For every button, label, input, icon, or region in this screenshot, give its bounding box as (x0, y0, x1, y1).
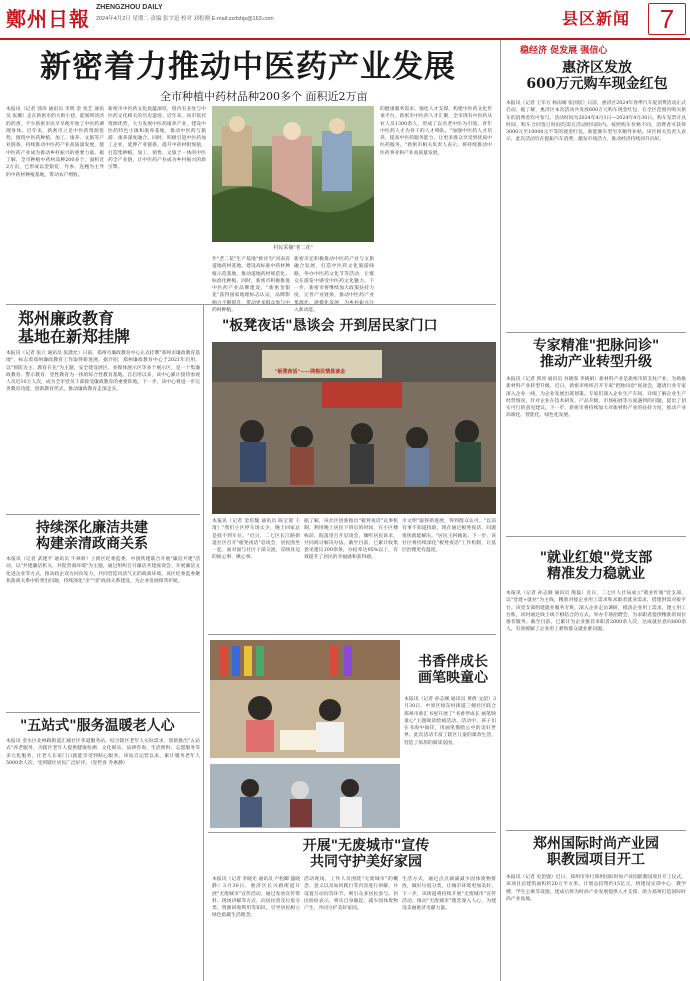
bandeng-column-1: 本报讯（记者 金培馥 通讯员 陈宝黛 王琦）"我们小区停车场太少，晚上回家总是找不到车位。"近日，二七区长江路街道社区召开"板凳夜话"恳谈会，居民围坐一起，面对面与社区干部交流，反映身边的烦心事、揪心事。 (212, 519, 300, 561)
lead-column-4: 新密市还积极推动中医药产业与文旅融合发展，打造中医药文化旅游线路，举办中医药文化节等活动，让群众在游览中感受中医药文化魅力。下一步，新密市将继续加大政策扶持力度，完善产业链条，推动中医药产业 入新动能。 (294, 257, 374, 314)
lead-photo (212, 106, 374, 242)
huiji-headline: 惠济区发放 600万元购车现金红包 (526, 60, 668, 93)
section-name: 县区新闻 (562, 9, 631, 28)
column-divider (500, 40, 501, 981)
bawen-body: 本报讯（记者 郭涛 通讯员 谷晓霏 李晓娟）新材料产业是新密市的支柱产业，为助推新材料产业转型升级，近日，新密市组织召开专家"把脉问诊"座谈会，邀请行业专家深入企业一线，为企业发展出谋划策。专家们深入企业生产车间，详细了解企业生产经营情况，针对企业在技术研发、产品升级、市场拓展等方面遇到的问题，提出了切实可行的意见建议。下一步，新密市将持续加大对新材料产业的扶持力度，推动产业高端化、智能化、绿色化发展。 (506, 377, 686, 419)
lianzheng-headline: 郑州廉政教育 基地在新郑挂牌 (18, 309, 131, 347)
huiji-body: 本报讯（记者 王军方 杨雨晴 张国宸）日前，惠济区2024年春季汽车促消费活动正式启动。据了解，惠济区本次活动共发放600万元购车现金红包，在全区范围内购买新车的消费者均可参与。活动时间为2024年4月1日—2024年4月30日。购车发票开具时间、购车合同签订时间均需在活动时间段内。按照购车价格不同，消费者可获得3000元至10000元不等的现金红包。新能源车型另享额外补贴。该区相关负责人表示，此次活动旨在提振汽车消费，激发市场活力，推动经济持续回升向好。 (506, 101, 686, 143)
section-divider (6, 514, 200, 515)
lead-subhead: 全市种植中药材品种200多个 面积近2万亩 (160, 90, 368, 103)
bawen-headline: 专家精准"把脉问诊" 推动产业转型升级 (532, 338, 660, 371)
shuxiang-photo (210, 640, 400, 758)
bandeng-headline: "板凳夜话"恳谈会 开到居民家门口 (222, 318, 438, 334)
wufei-column-3: 生活方式，通过点点滴滴减少固体废物排放，做好垃圾分类，让城市环境更加美好。下一步，该街道将持续开展"无废城市"宣传活动，推动"无废城市"理念深入人心，为建设美丽惠济贡献力量。 (402, 877, 496, 912)
section-divider (506, 332, 686, 333)
lead-headline: 新密着力推动中医药产业发展 (40, 49, 456, 85)
wuzhan-headline: "五站式"服务温暖老人心 (20, 718, 175, 734)
section-divider (506, 830, 686, 831)
jiuye-headline: "就业红娘"党支部 精准发力稳就业 (539, 550, 653, 583)
herb-picking-photo (212, 106, 374, 242)
shishang-headline: 郑州国际时尚产业园 职教园项目开工 (533, 836, 659, 869)
lead-column-1: 本报讯（记者 郭涛 通讯员 李明 金 宛艺 通讯员 张珊）走在新密市的大街小巷，能闻到淡淡的药香，不少新密市民早早便开始了中医药调理身体。近年来，新密市立足中医药资源优势，围绕中医药种植、加工、康养、文旅等产业链条，持续推动中医药产业高质量发展，使中医药产业成为推动乡村振兴的重要力量。据了解，全市种植中药材品种200多个，面积近2万亩，已形成以金银花、丹参、连翘为主导的中药材种植基地，带动农户增收。 (6, 107, 104, 178)
section-divider (208, 634, 496, 635)
jiuye-body: 本报讯（记者 孙志刚 通讯员 熊磊）近日，二七区人社局成立"就业红娘"党支部，以"党建+就业"为主线，精准对接企业用工需求和求职者就业需求，搭建供需对接平台。该党支部组建就业服务专班，深入企业走访调研，摸清企业用工需求，建立用工台账，同时通过线上线下相结合的方式，举办专场招聘会，为求职者提供精准的岗位推荐服务。截至目前，已累计为企业推荐求职者2000余人次，达成就业意向800余人，有效缓解了企业用工难和群众就业难问题。 (506, 591, 686, 633)
wufei-headline: 开展"无废城市"宣传 共同守护美好家园 (302, 838, 430, 871)
wufei-column-2: 活动现场，工作人员围绕"无废城市"的概念、意义以及如何践行等内容进行讲解，并设置互动问答环节，吸引众多居民参与。居民纷纷表示，将从自身做起，减少固体废物产生，共同守护美好家园。 (304, 877, 398, 912)
column-divider (203, 304, 204, 981)
section-divider (6, 304, 496, 305)
children-reading-photo (210, 640, 400, 758)
slogan-banner: 稳经济 促发展 强信心 (520, 46, 608, 56)
lead-photo-caption: 村民采摘"老二花" (273, 245, 313, 251)
newspaper-logo: 鄭州日報 (6, 7, 90, 31)
lianzheng-body: 本报讯（记者 张立 通讯员 张潇允）日前，郑州市廉政教育中心正式挂牌"郑州市廉政教育基地"，标志着郑州廉政教育工作取得新进展。据介绍，郑州廉政教育中心于2021年启用，以"预防为主、教育在先"为主题，安全建设展区、多媒体展示区等多个展示区，是一个集廉政教育、警示教育、党性教育为一体的综合性教育基地。自启用以来，该中心累计接待参观人员近10万人次，成为全市党员干部接受廉政教育的重要阵地。下一步，该中心将进一步完善教育功能，创新教育形式，推动廉政教育走深走实。 (6, 351, 200, 393)
masthead-rule (0, 38, 690, 40)
lead-column-2: 新密市中医药文化底蕴深厚，境内有多处与中医药文化相关的历史遗迹。近年来，该市依托资源优势，大力发展中医药康养产业，建设中医药特色小镇和康养基地，推动中医药与旅游、康养深度融合。同时，积极引进中医药加工企业，延伸产业链条，提升中药材附加值，打造集种植、加工、销售、文旅于一体的中医药全产业链，让中医药产业成为乡村振兴的新引擎。 (108, 107, 206, 171)
lead-column-5: 的健康服务需求。强化人才支撑，构建中医药文化传承平台。新密市中医药人才汇聚，全市现有中医药从业人员1300余人，形成了以名老中医为引领、青年中医药人才为骨干的人才梯队。"加强中医药人才培养，提高中医药服务能力，让更多群众享受到优质中医药服务。"新密市相关负责人表示，将持续推动中医药事业和产业高质量发展。 (380, 107, 492, 156)
section-divider (6, 712, 200, 713)
shishang-body: 本报讯（记者 史治强）近日，郑州市举行郑州国际时尚产业园职教园项目开工仪式。该项目总建筑面积约20万平方米，计划总投资约15亿元，将建设实训中心、教学楼、学生公寓等设施，建成后将为时尚产业发展提供人才支撑，助力郑州打造国际时尚产业高地。 (506, 875, 686, 902)
elderly-service-photo (210, 764, 400, 828)
shuxiang-body: 本报讯（记者 孙志刚 通讯员 黄倩 文韶）3月30日，中原区绿东村街道三棉社区联合郑州市新汇书屋开展了"书香伴成长 画笔映童心"主题阅读绘画活动。活动中，孩子们在书海中徜徉，用画笔描绘心中的美好世界。此次活动丰富了辖区儿童的课余生活，营造了浓厚的阅读氛围。 (404, 697, 496, 746)
bandeng-banner-text: "板凳夜话"——网格民情恳谈会 (274, 369, 346, 375)
page-number: 7 (648, 3, 686, 35)
wuzhan-body: 本报讯 金水区北林路街道汇城社区邻道服务站，结合辖区老年人实际需求，创新推出"五站式"养老服务，为辖区老年人提供健康检测、文化娱乐、法律咨询、生活照料、志愿服务等多元化服务，让老人在家门口就能享受到贴心服务。该站自运营以来，累计服务老年人5000余人次，受到辖区居民广泛好评。（党哲喜 乔惠静） (6, 739, 200, 766)
masthead (0, 0, 690, 40)
section-divider (506, 536, 686, 537)
section-divider (208, 832, 496, 833)
chixu-body: 本报讯（记者 武建平 通讯员 牛翠妍）上街区纪委监委、中国铁建联合开展"廉洁共建"活动，以"共建廉洁机关、共促营商环境"为主题，通过组织召开廉洁共建座谈会、开展廉洁文化进企业等方式，推动政企双方同向发力，共同营造风清气正的政商环境。该区纪委监委聚焦政商关系中的突出问题，持续深化"亲""清"政商关系建设，为企业发展保驾护航。 (6, 557, 200, 584)
newspaper-english-name: ZHENGZHOU DAILY (96, 4, 163, 11)
chixu-headline: 持续深化廉洁共建 构建亲清政商关系 (36, 520, 148, 553)
shuxiang-headline: 书香伴成长 画笔映童心 (418, 654, 488, 687)
lead-column-3: 作"老二花"生产基地"被评为"河南省道地药材基地，建设高标准中药材种植示范基地，推动道地药材规范化、标准化种植。同时，新密市积极推进中医药产业品牌建设，"新密金银花"获得国家地理标志认证，品牌影 药材种植。 (212, 257, 290, 314)
bandeng-column-2: 据了解，该社区创新推出"板凳夜话"议事机制，利用晚上居民下班后的时间，在小区楼栋前、院落里召开恳谈会，倾听居民诉求，共同商讨解决办法。截至目前，已累计收集意见建议100余条，办结率达95%以上，有效提升了居民的幸福感和获得感。 (304, 519, 398, 561)
bandeng-column-3: 市文明"取得新进展，得到群众认可。"以前有事不知道找谁，现在通过板凳夜话，问题很快就能解决。"居民王阿姨说。下一步，该社区将持续深化"板凳夜话"工作机制，让基层治理更有温度。 (402, 519, 496, 554)
issue-info: 2024年4月2日 星期二 责编 张宇迅 校对 刘松刚 E-mail:zzdshjs@163.com (96, 16, 274, 22)
wuzhan-photo (210, 764, 400, 828)
wufei-column-1: 本报讯（记者 李晓光 通讯员 卢松卿 盛晓静）3月30日，惠济区长兴路街道开展"无废城市"宣传活动，通过发放宣传资料、现场讲解等方式，向居民普及垃圾分类、资源回收利用等知识，引导居民树立绿色低碳生活理念。 (212, 877, 300, 919)
